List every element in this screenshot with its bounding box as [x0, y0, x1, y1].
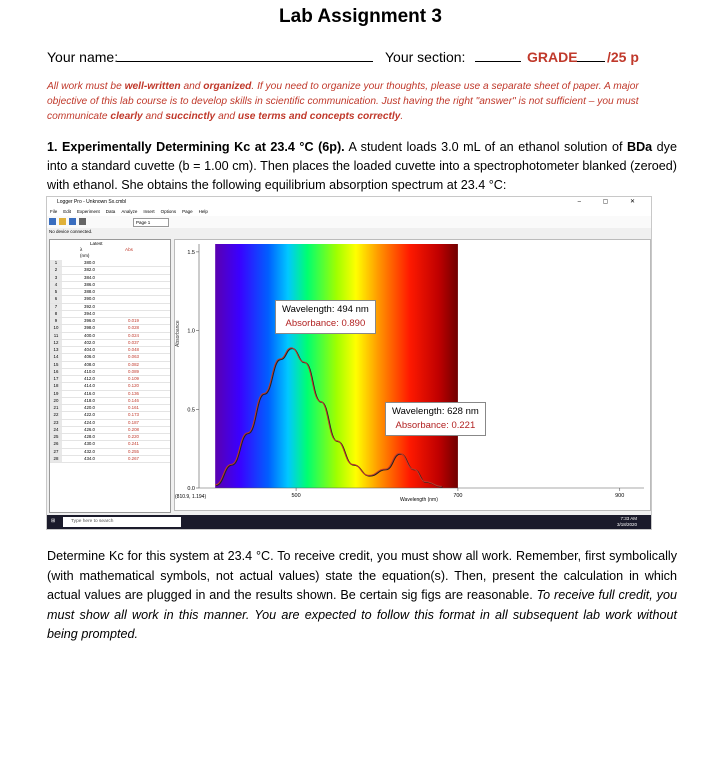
cell-absorbance: 0.082 [128, 361, 139, 367]
row-index: 22 [50, 412, 62, 418]
logger-pro-screenshot [46, 196, 652, 530]
cell-wavelength: 394.0 [84, 310, 95, 316]
row-index: 27 [50, 449, 62, 455]
windows-start-icon[interactable]: ⊞ [51, 519, 56, 524]
page-title: Lab Assignment 3 [279, 6, 442, 27]
question-1-instructions: Determine Kc for this system at 23.4 °C. To receive credit, you must show all work. Remember, first symbolically (with mathematical symbols, not actual values) state the equation(s). Then, present the calculation in which actual values are plugged in and the results shown. Be certain sig figs are reasonable. To receive full credit, you must show all work in this manner. You are expected to follow this format in all subsequent lab work without being prompted. [47, 549, 677, 641]
row-index: 16 [50, 369, 62, 375]
row-index: 12 [50, 340, 62, 346]
cell-wavelength: 396.0 [84, 318, 95, 323]
table-row[interactable] [50, 340, 170, 347]
cell-wavelength: 434.0 [84, 455, 95, 461]
table-row[interactable] [50, 362, 170, 369]
cell-absorbance: 0.208 [128, 426, 139, 432]
row-index: 13 [50, 347, 62, 353]
peak-annotation-494[interactable]: Wavelength: 494 nm Absorbance: 0.890 [275, 300, 376, 334]
y-tick-label: 0.5 [187, 407, 195, 414]
cell-wavelength: 398.0 [84, 325, 95, 331]
menu-item-data[interactable]: Data [105, 209, 116, 214]
x-tick-label: 700 [453, 493, 463, 499]
menu-item-help[interactable]: Help [198, 209, 208, 214]
cell-wavelength: 412.0 [84, 376, 95, 381]
table-row[interactable] [50, 434, 170, 441]
table-row[interactable] [50, 441, 170, 448]
cell-wavelength: 392.0 [84, 303, 95, 309]
table-row[interactable] [50, 383, 170, 390]
taskbar-search[interactable]: Type here to search [63, 517, 181, 527]
table-row[interactable] [50, 260, 170, 267]
menu-item-insert[interactable]: Insert [143, 209, 155, 214]
cell-wavelength: 380.0 [84, 260, 95, 265]
table-row[interactable] [50, 289, 170, 296]
cell-wavelength: 410.0 [84, 368, 95, 374]
print-icon[interactable] [79, 218, 86, 225]
menu-item-page[interactable]: Page [182, 209, 193, 214]
cell-absorbance: 0.161 [128, 405, 139, 410]
page-selector[interactable]: Page 1 [133, 218, 169, 227]
cell-wavelength: 428.0 [84, 434, 95, 439]
cell-absorbance: 0.187 [128, 419, 139, 425]
cell-absorbance: 0.241 [128, 441, 139, 447]
window-title: Logger Pro - Unknown Sx.cmbl [57, 199, 127, 205]
cell-absorbance: 0.255 [128, 448, 139, 454]
menu-item-analyze[interactable]: Analyze [121, 209, 138, 214]
row-index: 19 [50, 391, 62, 397]
row-index: 4 [50, 282, 62, 288]
table-header-latest: Latest [90, 241, 103, 246]
data-table[interactable] [49, 239, 171, 513]
save-icon[interactable] [69, 218, 76, 225]
table-row[interactable] [50, 427, 170, 434]
spectrum-chart [175, 240, 650, 510]
column-abs: Abs [125, 247, 133, 252]
row-index: 23 [50, 420, 62, 426]
plot-area[interactable] [174, 239, 651, 511]
table-row[interactable] [50, 304, 170, 311]
cell-wavelength: 390.0 [84, 296, 95, 302]
table-row[interactable] [50, 333, 170, 340]
cell-wavelength: 430.0 [84, 441, 95, 447]
row-index: 3 [50, 275, 62, 281]
table-row[interactable] [50, 405, 170, 412]
device-status: No device connected. [49, 229, 93, 234]
grade-total: /25 p [607, 49, 639, 65]
y-tick-label: 1.0 [187, 328, 195, 335]
row-index: 6 [50, 296, 62, 302]
row-index: 14 [50, 354, 62, 360]
cell-wavelength: 424.0 [84, 419, 95, 425]
cell-absorbance: 0.120 [128, 383, 139, 389]
menu-item-edit[interactable]: Edit [63, 209, 72, 214]
cell-absorbance: 0.024 [128, 332, 139, 338]
toolbar [47, 216, 651, 228]
cell-wavelength: 386.0 [84, 281, 95, 287]
table-row[interactable] [50, 282, 170, 289]
table-row[interactable] [50, 311, 170, 318]
y-axis-label: Absorbance [175, 320, 181, 347]
column-unit: (nm) [80, 253, 90, 258]
table-row[interactable] [50, 398, 170, 405]
window-titlebar [47, 197, 651, 207]
table-row[interactable] [50, 354, 170, 361]
instructions: All work must be well-written and organized. If you need to organize your thoughts, please use a separate sheet of paper. A major objective of this lab course is to develop skills in scientific communication. Just having the right "answer" is not sufficient – you must communicate clearly and succinctly and use terms and concepts correctly. [47, 81, 639, 122]
cell-wavelength: 420.0 [84, 405, 95, 410]
cell-wavelength: 416.0 [84, 390, 95, 396]
row-index: 21 [50, 405, 62, 411]
cell-wavelength: 432.0 [84, 448, 95, 454]
row-index: 15 [50, 362, 62, 368]
cell-absorbance: 0.028 [128, 325, 139, 331]
cell-absorbance: 0.267 [128, 455, 139, 461]
cell-wavelength: 426.0 [84, 426, 95, 432]
row-index: 18 [50, 383, 62, 389]
table-row[interactable] [50, 318, 170, 325]
menu-item-experiment[interactable]: Experiment [77, 209, 100, 214]
row-index: 10 [50, 325, 62, 331]
table-header [50, 240, 170, 260]
x-tick-label: 900 [615, 493, 625, 499]
cell-wavelength: 408.0 [84, 361, 95, 367]
question-1-heading: 1. Experimentally Determining Kc at 23.4 °C (6p). [47, 140, 345, 154]
menu-bar [47, 207, 651, 216]
table-row[interactable] [50, 347, 170, 354]
row-index: 20 [50, 398, 62, 404]
name-label: Your name: [47, 49, 119, 65]
cell-absorbance: 0.109 [128, 376, 139, 381]
cell-absorbance: 0.173 [128, 412, 139, 418]
table-rows [50, 260, 170, 463]
cell-wavelength: 402.0 [84, 339, 95, 345]
cell-wavelength: 404.0 [84, 347, 95, 352]
cell-absorbance: 0.048 [128, 347, 139, 352]
x-tick-label: 500 [291, 493, 301, 499]
visible-spectrum-band [215, 244, 458, 488]
windows-taskbar [47, 515, 651, 529]
cell-wavelength: 388.0 [84, 289, 95, 294]
table-row[interactable] [50, 449, 170, 456]
row-index: 28 [50, 456, 62, 462]
cell-absorbance: 0.220 [128, 434, 139, 439]
y-tick-label: 1.5 [187, 249, 195, 256]
table-row[interactable] [50, 369, 170, 376]
table-row[interactable] [50, 267, 170, 274]
cell-absorbance: 0.019 [128, 318, 139, 323]
cell-wavelength: 406.0 [84, 354, 95, 360]
cell-wavelength: 418.0 [84, 397, 95, 403]
row-index: 5 [50, 289, 62, 295]
cell-absorbance: 0.136 [128, 390, 139, 396]
row-index: 26 [50, 441, 62, 447]
peak-annotation-628[interactable]: Wavelength: 628 nm Absorbance: 0.221 [385, 402, 486, 436]
row-index: 24 [50, 427, 62, 433]
row-index: 17 [50, 376, 62, 382]
cell-wavelength: 400.0 [84, 332, 95, 338]
table-row[interactable] [50, 420, 170, 427]
cell-wavelength: 414.0 [84, 383, 95, 389]
section-label: Your section: [385, 49, 466, 65]
open-file-icon[interactable] [59, 218, 66, 225]
cell-absorbance: 0.146 [128, 397, 139, 403]
question-1: 1. Experimentally Determining Kc at 23.4 °C (6p). A student loads 3.0 mL of an ethanol solution of BDa dye into a standard cuvette (b = 1.00 cm). Then places the loaded cuvette into a spectrophotometer blanked (zeroed) with ethanol. She obtains the following equilibrium absorption spectrum at 23.4 °C: [47, 140, 677, 192]
cell-wavelength: 422.0 [84, 412, 95, 418]
table-row[interactable] [50, 391, 170, 398]
table-row[interactable] [50, 376, 170, 383]
cell-wavelength: 382.0 [84, 267, 95, 273]
cell-wavelength: 384.0 [84, 274, 95, 280]
cell-absorbance: 0.089 [128, 368, 139, 374]
y-tick-label: 0.0 [187, 486, 195, 492]
cell-absorbance: 0.037 [128, 339, 139, 345]
window-controls[interactable]: – ▢ ✕ [577, 199, 645, 205]
grade-label: GRADE [527, 49, 578, 65]
row-index: 1 [50, 260, 62, 266]
row-index: 25 [50, 434, 62, 440]
row-index: 8 [50, 311, 62, 317]
table-row[interactable] [50, 456, 170, 463]
table-row[interactable] [50, 325, 170, 332]
table-row[interactable] [50, 275, 170, 282]
menu-item-options[interactable]: Options [160, 209, 177, 214]
row-index: 2 [50, 267, 62, 273]
column-lambda: λ [80, 247, 83, 252]
new-file-icon[interactable] [49, 218, 56, 225]
menu-item-file[interactable]: File [50, 209, 58, 214]
taskbar-clock: 7:33 AM 3/18/2020 [616, 516, 637, 527]
cell-absorbance: 0.063 [128, 354, 139, 360]
table-row[interactable] [50, 412, 170, 419]
row-index: 9 [50, 318, 62, 324]
table-row[interactable] [50, 296, 170, 303]
row-index: 11 [50, 333, 62, 339]
coordinate-readout: (810.9, 1.194) [175, 494, 207, 500]
row-index: 7 [50, 304, 62, 310]
x-axis-label: Wavelength (nm) [400, 497, 438, 503]
